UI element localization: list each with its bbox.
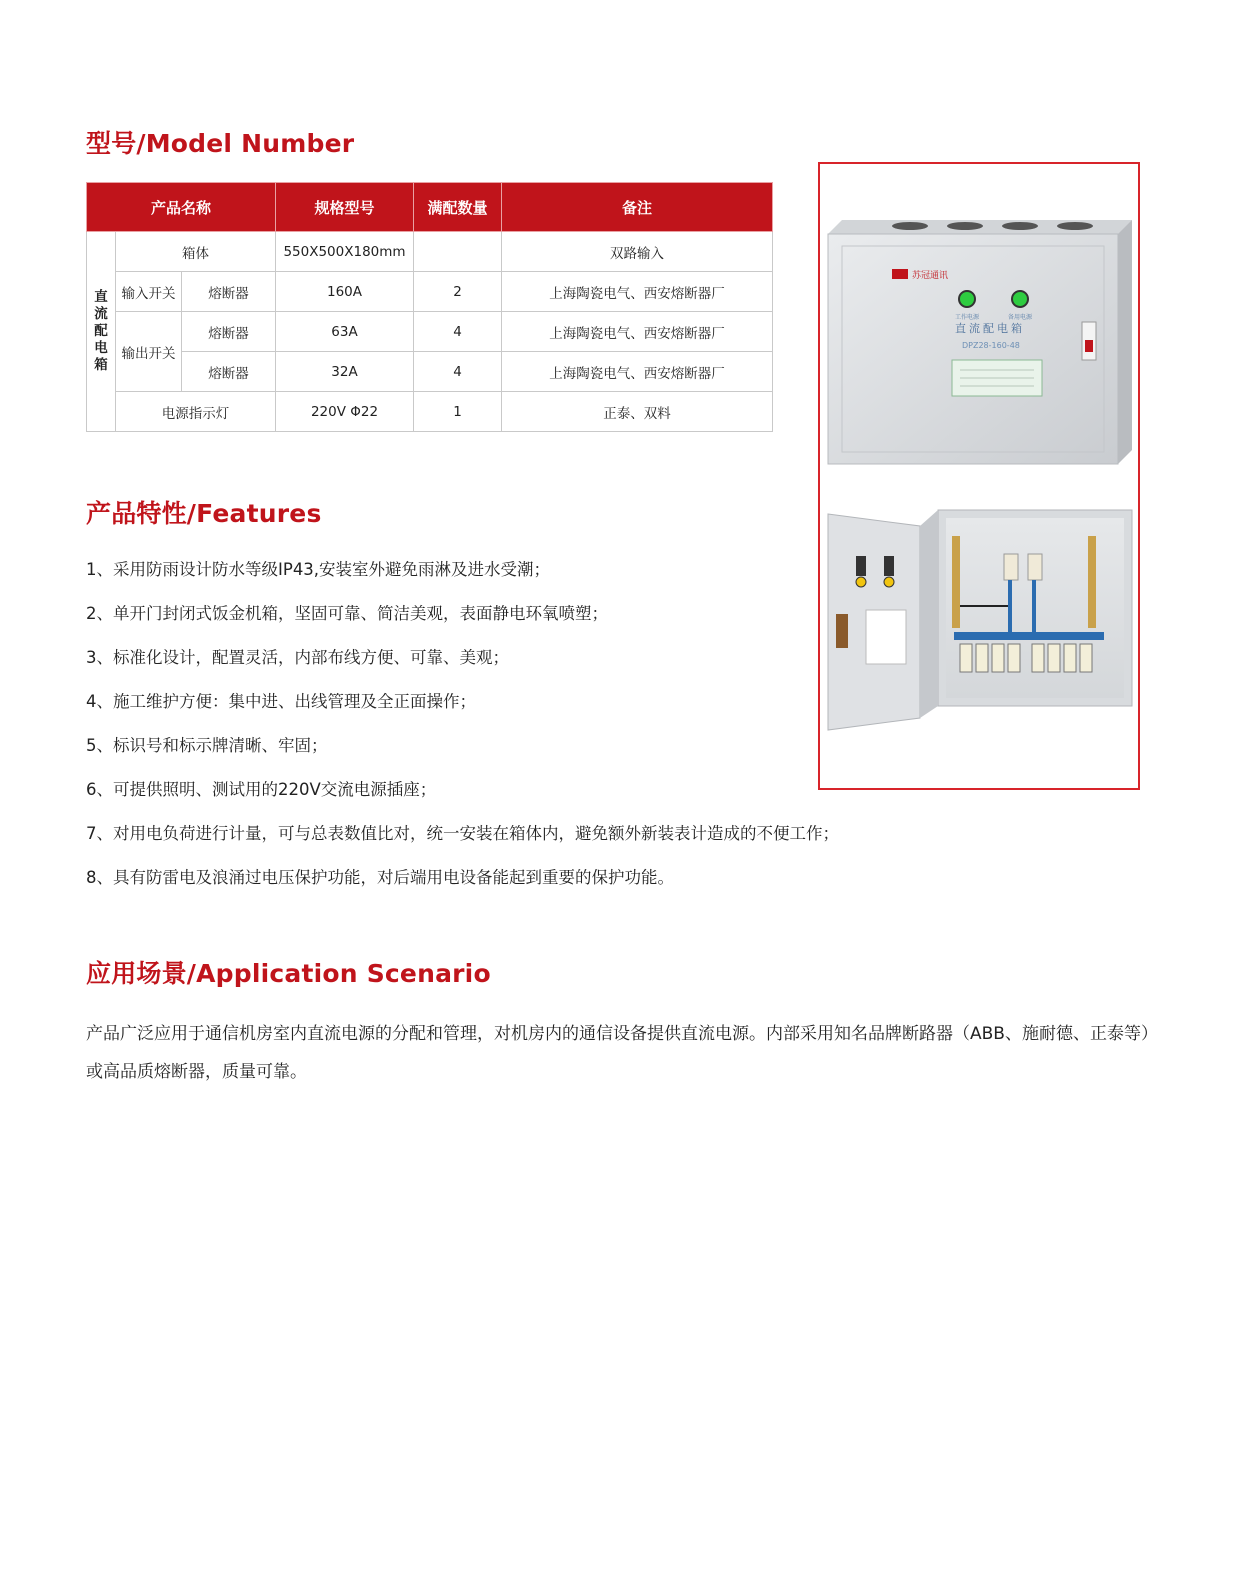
features-list [86, 548, 906, 900]
header-spec-model: 规格型号 [276, 183, 414, 232]
cell-note: 正泰、双料 [502, 392, 773, 432]
model-number-heading: 型号/Model Number [86, 129, 355, 158]
cell-name: 电源指示灯 [116, 392, 276, 432]
cell-note: 上海陶瓷电气、西安熔断器厂 [502, 272, 773, 312]
cell-name: 箱体 [116, 232, 276, 272]
list-item: 3、标准化设计，配置灵活，内部布线方便、可靠、美观； [86, 648, 509, 667]
cell-name: 熔断器 [182, 272, 276, 312]
header-full-qty: 满配数量 [414, 183, 502, 232]
cell-note: 上海陶瓷电气、西安熔断器厂 [502, 352, 773, 392]
cell-group: 输出开关 [116, 312, 182, 392]
panel-title-text: 直流配电箱 [955, 322, 1025, 335]
svg-text:工作电源: 工作电源 [955, 314, 980, 321]
table-row [87, 352, 773, 392]
group-label-dc-box: 直 流 配 电 箱 [87, 232, 116, 432]
closed-cabinet-image [828, 220, 1132, 464]
header-product-name: 产品名称 [87, 183, 276, 232]
cell-note: 双路输入 [502, 232, 773, 272]
list-item: 1、采用防雨设计防水等级IP43,安装室外避免雨淋及进水受潮； [86, 560, 551, 579]
cell-qty: 4 [414, 312, 502, 352]
model-code-text: DPZ28-160-48 [962, 341, 1020, 350]
svg-text:备用电源: 备用电源 [1008, 314, 1033, 321]
cell-qty: 2 [414, 272, 502, 312]
cell-name: 熔断器 [182, 312, 276, 352]
list-item: 4、施工维护方便：集中进、出线管理及全正面操作； [86, 692, 476, 711]
brand-logo-text: 苏冠通讯 [912, 271, 949, 281]
table-row [87, 312, 773, 352]
cell-name: 熔断器 [182, 352, 276, 392]
list-item: 7、对用电负荷进行计量，可与总表数值比对，统一安装在箱体内，避免额外新装表计造成的不便工作； [86, 824, 839, 843]
cell-note: 上海陶瓷电气、西安熔断器厂 [502, 312, 773, 352]
list-item: 5、标识号和标示牌清晰、牢固； [86, 736, 328, 755]
spec-table [86, 182, 773, 432]
cell-qty: 1 [414, 392, 502, 432]
features-heading: 产品特性/Features [86, 499, 322, 528]
cell-qty [414, 232, 502, 272]
table-row [87, 272, 773, 312]
lamp-right-icon [1012, 291, 1028, 307]
application-paragraph: 产品广泛应用于通信机房室内直流电源的分配和管理，对机房内的通信设备提供直流电源。内部采用知名品牌断路器（ABB、施耐德、正泰等）或高品质熔断器，质量可靠。 [86, 1024, 1150, 1082]
application-heading: 应用场景/Application Scenario [86, 959, 491, 988]
cell-spec: 550X500X180mm [276, 232, 414, 272]
lamp-left-icon [959, 291, 975, 307]
header-remark: 备注 [502, 183, 773, 232]
table-header-row [87, 183, 773, 232]
table-row [87, 232, 773, 272]
list-item: 8、具有防雷电及浪涌过电压保护功能，对后端用电设备能起到重要的保护功能。 [86, 868, 674, 887]
list-item: 6、可提供照明、测试用的220V交流电源插座； [86, 780, 437, 799]
cell-spec: 32A [276, 352, 414, 392]
cell-spec: 220V Φ22 [276, 392, 414, 432]
cell-spec: 63A [276, 312, 414, 352]
cell-spec: 160A [276, 272, 414, 312]
list-item: 2、单开门封闭式饭金机箱，坚固可靠、简洁美观，表面静电环氧喷塑； [86, 604, 608, 623]
cell-qty: 4 [414, 352, 502, 392]
cell-group: 输入开关 [116, 272, 182, 312]
table-row [87, 392, 773, 432]
